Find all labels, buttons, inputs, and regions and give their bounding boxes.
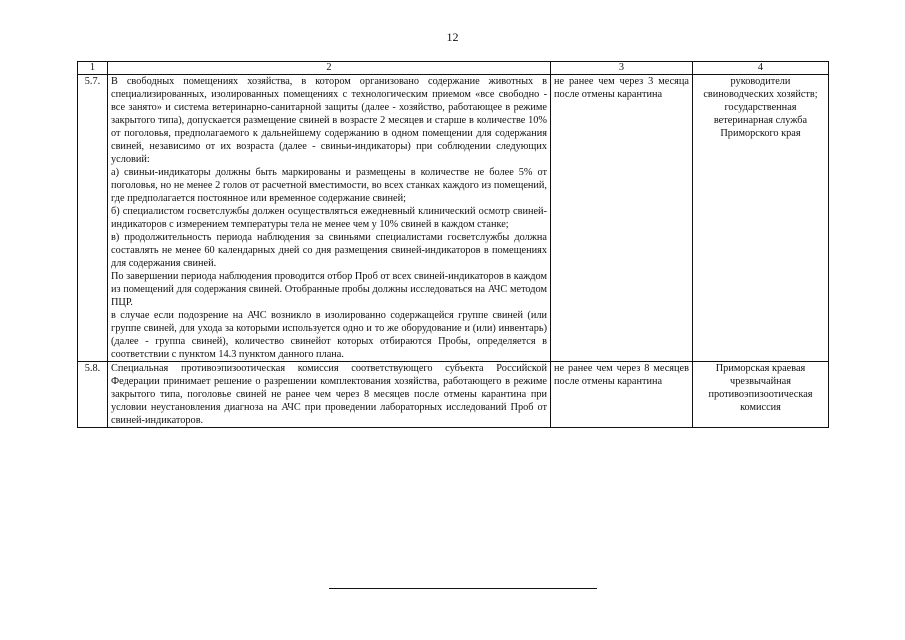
responsible [693, 362, 829, 428]
table-row [78, 362, 829, 428]
responsible-line: Приморская краевая [715, 363, 806, 374]
description-paragraph: В свободных помещениях хозяйства, в котором организовано содержание животных в специализированных, изолированных помещениях с технологическим приемом «все свободно - все занято» и система ветеринарно-санитарной защиты (далее - хозяйство, работающее в режиме закрытого типа), допускается размещение свиней в возрасте 2 месяцев и старше в количестве 10% от поголовья, предполагаемого к дальнейшему содержанию в одном помещении для содержания свиней, независимо от их возраста (далее - свиньи-индикаторы) при соблюдении следующих условий: [111, 76, 547, 165]
header-col-1: 1 [78, 62, 108, 75]
description-paragraph: По завершении периода наблюдения проводится отбор Проб от всех свиней-индикаторов в каждом из помещений для содержания свиней. Отобранные пробы должны исследоваться на АЧС методом ПЦР. [111, 271, 547, 308]
measures-table [77, 61, 829, 428]
description-paragraph: а) свиньи-индикаторы должны быть маркированы и размещены в количестве не более 5% от поголовья, но не менее 2 голов от расчетной вместимости, во всех станках каждого из помещений, где предполагается постоянное или временное содержание свиней; [111, 167, 547, 204]
item-number: 5.8. [78, 362, 108, 428]
table-row [78, 75, 829, 362]
responsible [693, 75, 829, 362]
deadline: не ранее чем через 3 месяца после отмены карантина [551, 75, 693, 362]
header-col-4: 4 [693, 62, 829, 75]
header-col-2: 2 [108, 62, 551, 75]
responsible-line: государственная [724, 102, 797, 113]
footer-divider [329, 588, 597, 589]
responsible-line: свиноводческих хозяйств; [703, 89, 818, 100]
responsible-line: Приморского края [720, 128, 801, 139]
responsible-line: чрезвычайная [730, 376, 791, 387]
responsible-line: комиссия [740, 402, 781, 413]
measure-description [108, 362, 551, 428]
item-number: 5.7. [78, 75, 108, 362]
description-paragraph: в) продолжительность периода наблюдения за свиньями специалистами госветслужбы должна составлять не менее 60 календарных дней со дня размещения свиней-индикаторов в помещениях для содержания свиней. [111, 232, 547, 269]
description-paragraph: Специальная противоэпизоотическая комиссия соответствующего субъекта Российской Федерации принимает решение о разрешении комплектования хозяйства, работающего в режиме закрытого типа, поголовье свиней не ранее чем через 8 месяцев после отмены карантина при условии неустановления диагноза на АЧС при проведении лабораторных исследований Проб от свиней-индикаторов. [111, 363, 547, 426]
deadline: не ранее чем через 8 месяцев после отмены карантина [551, 362, 693, 428]
page-number: 12 [446, 30, 459, 44]
responsible-line: ветеринарная служба [713, 115, 808, 126]
measure-description [108, 75, 551, 362]
description-paragraph: б) специалистом госветслужбы должен осуществляться ежедневный клинический осмотр свиней-индикаторов с измерением температуры тела не менее чем у 10% свиней в каждом станке; [111, 206, 547, 230]
responsible-line: руководители [730, 76, 791, 87]
responsible-line: противоэпизоотическая [708, 389, 813, 400]
description-paragraph: в случае если подозрение на АЧС возникло в изолированно содержащейся группе свиней (или группе свиней, для ухода за которыми используется одно и то же оборудование и (или) инвентарь) (далее - группа свиней), количество свинейот которых отбираются Пробы, определяется в соответствии с пунктом 14.3 пунктом данного плана. [111, 310, 547, 360]
header-col-3: 3 [551, 62, 693, 75]
header-row [78, 62, 829, 75]
